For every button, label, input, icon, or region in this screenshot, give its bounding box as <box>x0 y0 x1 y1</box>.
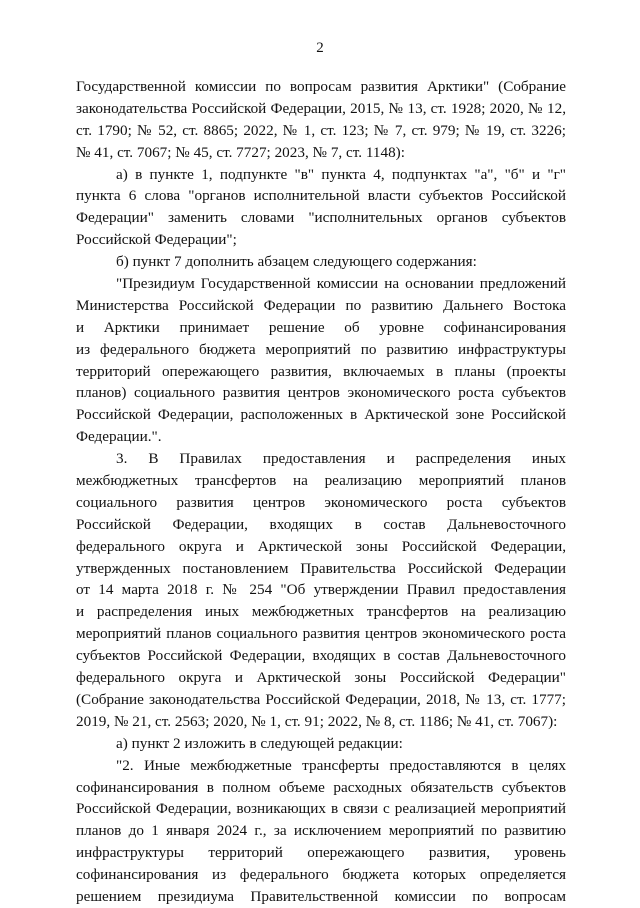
text-line: из федерального бюджета мероприятий по развитию инфраструктуры <box>76 340 566 358</box>
document-body <box>76 76 566 908</box>
text-line: планов до 1 января 2024 г., за исключением мероприятий по развитию <box>76 822 566 840</box>
text-line: ст. 1790; № 52, ст. 8865; 2022, № 1, ст. 123; № 7, ст. 979; № 19, ст. 3226; <box>76 121 566 139</box>
text-line: 2019, № 21, ст. 2563; 2020, № 1, ст. 91; 2022, № 8, ст. 1186; № 41, ст. 7067): <box>76 712 558 730</box>
text-line: "Президиум Государственной комиссии на основании предложений <box>116 275 566 293</box>
text-line: федерального округа и Арктической зоны Российской Федерации, <box>76 537 566 555</box>
text-line: Федерации" заменить словами "исполнительных органов субъектов <box>76 209 566 227</box>
text-line: № 41, ст. 7067; № 45, ст. 7727; 2023, № 7, ст. 1148): <box>76 143 405 161</box>
text-line: 3. В Правилах предоставления и распределения иных <box>116 450 566 468</box>
text-line: и Арктики принимает решение об уровне софинансирования <box>76 318 566 336</box>
text-line: субъектов Российской Федерации, входящих в состав Дальневосточного <box>76 647 566 665</box>
text-line: Российской Федерации"; <box>76 231 237 249</box>
text-line: "2. Иные межбюджетные трансферты предоставляются в целях <box>116 756 566 774</box>
text-line: а) в пункте 1, подпункте "в" пункта 4, подпунктах "а", "б" и "г" <box>116 165 566 183</box>
page-number: 2 <box>316 40 324 56</box>
text-line: территорий опережающего развития, включаемых в планы (проекты <box>76 362 566 380</box>
text-line: мероприятий планов социального развития центров экономического роста <box>76 625 566 643</box>
text-line: планов) социального развития центров экономического роста субъектов <box>76 384 566 402</box>
text-line: софинансирования из федерального бюджета которых определяется <box>76 866 566 884</box>
text-line: а) пункт 2 изложить в следующей редакции: <box>116 734 403 752</box>
text-line: Министерства Российской Федерации по развитию Дальнего Востока <box>76 296 566 314</box>
text-line: Государственной комиссии по вопросам развития Арктики" (Собрание <box>76 78 566 95</box>
text-line: Российской Федерации, входящих в состав Дальневосточного <box>76 515 566 533</box>
text-line: решением президиума Правительственной комиссии по вопросам <box>76 887 566 905</box>
text-line: Российской Федерации, расположенных в Арктической зоне Российской <box>76 406 566 424</box>
text-line: межбюджетных трансфертов на реализацию мероприятий планов <box>76 472 566 490</box>
text-line: от 14 марта 2018 г. № 254 "Об утверждении Правил предоставления <box>76 581 566 599</box>
text-line: и распределения иных межбюджетных трансфертов на реализацию <box>76 603 566 621</box>
text-line: законодательства Российской Федерации, 2015, № 13, ст. 1928; 2020, № 12, <box>76 99 566 117</box>
text-line: социального развития центров экономического роста субъектов <box>76 493 566 511</box>
text-line: Федерации.". <box>76 428 162 446</box>
text-line: Российской Федерации, возникающих в связи с реализацией мероприятий <box>76 800 566 818</box>
text-line: федерального округа и Арктической зоны Российской Федерации" <box>76 669 566 687</box>
text-line: инфраструктуры территорий опережающего развития, уровень <box>76 844 566 862</box>
text-line: пункта 6 слова "органов исполнительной власти субъектов Российской <box>76 187 566 205</box>
text-line: софинансирования в полном объеме расходных обязательств субъектов <box>76 778 566 796</box>
text-line: б) пункт 7 дополнить абзацем следующего содержания: <box>116 253 477 271</box>
text-line: утвержденных постановлением Правительства Российской Федерации <box>76 559 566 577</box>
text-line: (Собрание законодательства Российской Федерации, 2018, № 13, ст. 1777; <box>76 690 566 708</box>
